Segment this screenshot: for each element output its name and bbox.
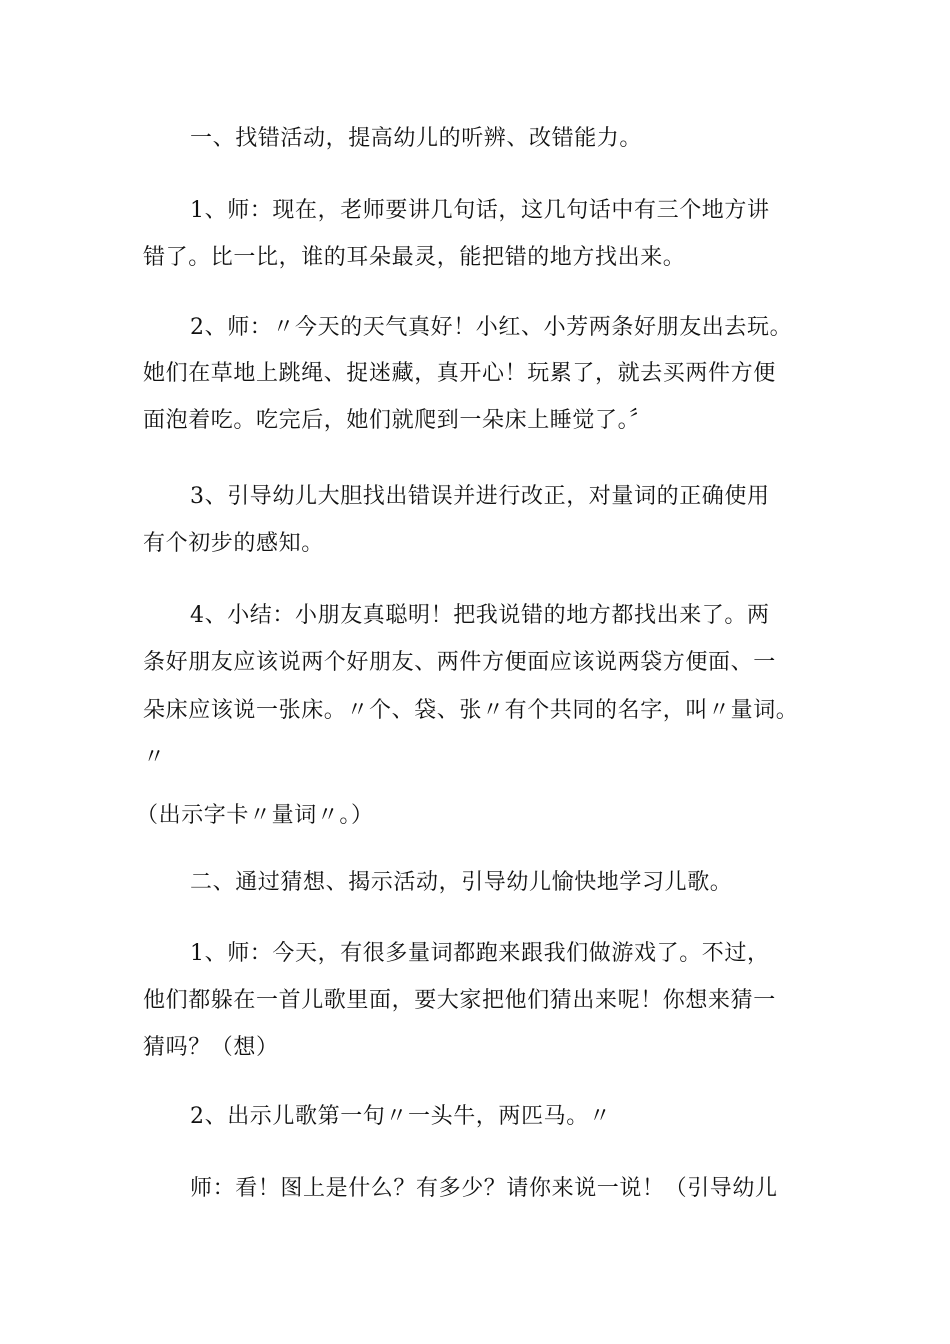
paragraph-2-line-3: 面泡着吃。吃完后，她们就爬到一朵床上睡觉了。〞 [143, 408, 652, 433]
paragraph-1-line-2: 错了。比一比，谁的耳朵最灵，能把错的地方找出来。 [143, 245, 686, 270]
paragraph-6-line-2: 他们都躲在一首儿歌里面，要大家把他们猜出来呢！你想来猜一 [143, 988, 776, 1013]
paragraph-6-line-3: 猜吗？（想） [143, 1035, 279, 1060]
paragraph-4-line-2: 条好朋友应该说两个好朋友、两件方便面应该说两袋方便面、一 [143, 650, 776, 675]
paragraph-6-line-1: 1、师：今天，有很多量词都跑来跟我们做游戏了。不过， [190, 941, 770, 966]
paragraph-7: 2、出示儿歌第一句〃一头牛，两匹马。〃 [190, 1104, 612, 1129]
paragraph-5: （出示字卡〃量词〃。） [136, 803, 374, 828]
paragraph-8-line-1: 师：看！图上是什么？有多少？请你来说一说！（引导幼儿 [190, 1176, 778, 1201]
paragraph-3-line-1: 3、引导幼儿大胆找出错误并进行改正，对量词的正确使用 [190, 484, 770, 509]
paragraph-3-line-2: 有个初步的感知。 [143, 531, 324, 556]
paragraph-4-line-1: 4、小结：小朋友真聪明！把我说错的地方都找出来了。两 [190, 603, 770, 628]
section-heading-1: 一、找错活动，提高幼儿的听辨、改错能力。 [190, 126, 643, 151]
section-heading-2: 二、通过猜想、揭示活动，引导幼儿愉快地学习儿歌。 [190, 870, 733, 895]
paragraph-1-line-1: 1、师：现在，老师要讲几句话，这几句话中有三个地方讲 [190, 198, 770, 223]
paragraph-4-line-4: 〃 [143, 745, 166, 770]
paragraph-4-line-3: 朵床应该说一张床。〃个、袋、张〃有个共同的名字，叫〃量词。 [143, 698, 799, 723]
paragraph-2-line-2: 她们在草地上跳绳、捉迷藏，真开心！玩累了，就去买两件方便 [143, 361, 776, 386]
paragraph-2-line-1: 2、师：〃今天的天气真好！小红、小芳两条好朋友出去玩。 [190, 315, 793, 340]
